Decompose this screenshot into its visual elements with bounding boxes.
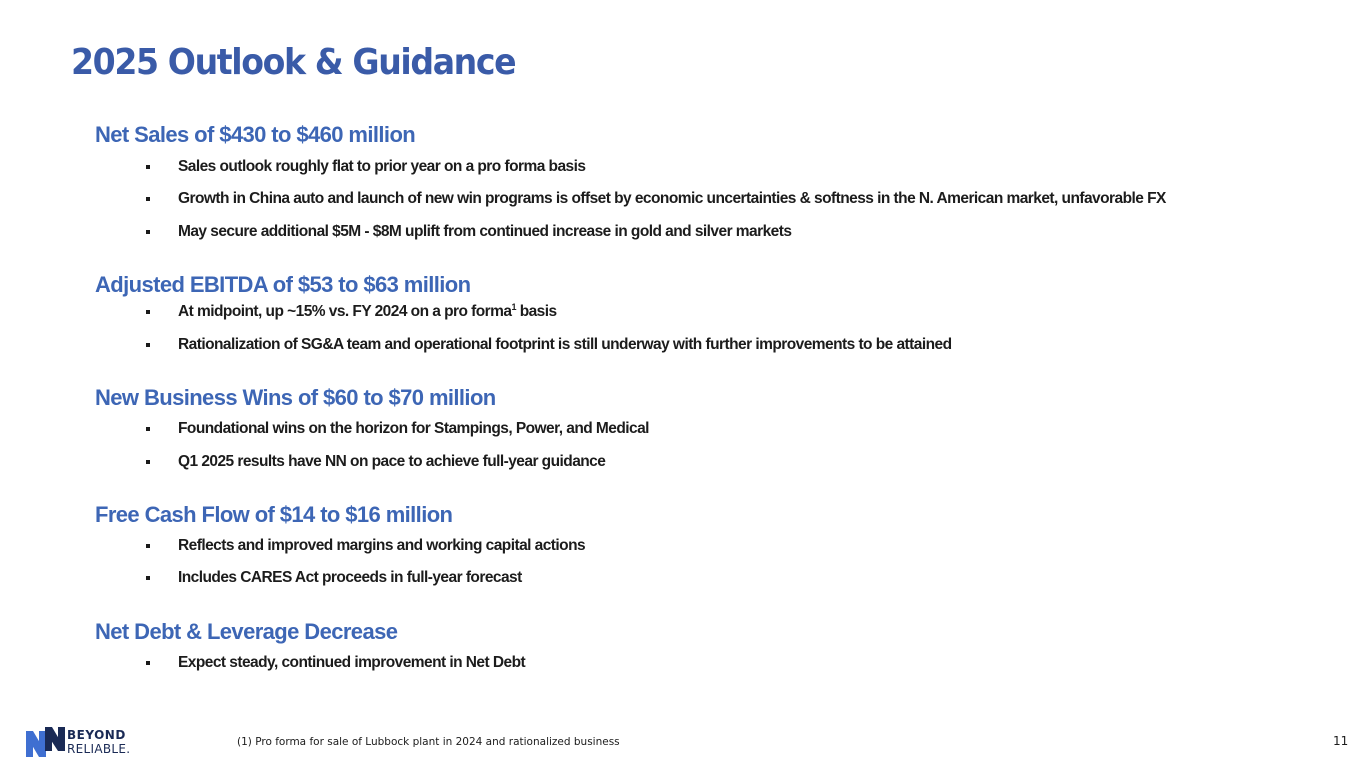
bullet-square-icon [146,230,150,234]
bullet-text: Growth in China auto and launch of new win programs is offset by economic uncertainties & softness in the N. American market, unfavorable FX [178,190,1166,207]
bullet-text: May secure additional $5M - $8M uplift from continued increase in gold and silver markets [178,223,792,240]
bullet-item [146,452,605,472]
section-heading-adjusted-ebitda: Adjusted EBITDA of $53 to $63 million [95,272,471,297]
bullet-item [146,653,525,673]
section-heading-net-sales: Net Sales of $430 to $460 million [95,122,416,147]
bullet-text [178,303,557,321]
footnote-reference: 1 [511,301,516,312]
bullet-text-before: At midpoint, up ~15% vs. FY 2024 on a pro forma [178,303,512,320]
bullet-text: Expect steady, continued improvement in Net Debt [178,654,526,671]
nn-logo-icon [26,727,66,757]
section-heading-new-business-wins: New Business Wins of $60 to $70 million [95,385,496,410]
bullet-square-icon [146,576,150,580]
bullet-item [146,189,1166,209]
bullet-item [146,157,585,177]
section-heading-net-debt: Net Debt & Leverage Decrease [95,619,398,644]
page-number: 11 [1333,734,1349,748]
bullet-item [146,419,649,439]
bullet-item [146,568,522,588]
slide-title: 2025 Outlook & Guidance [71,42,516,83]
bullet-text: Rationalization of SG&A team and operational footprint is still underway with further improvements to be attained [178,336,952,353]
bullet-item [146,222,791,242]
logo-text-beyond: BEYOND [67,728,126,742]
bullet-text: Reflects and improved margins and working capital actions [178,537,586,554]
bullet-text: Includes CARES Act proceeds in full-year forecast [178,569,522,586]
footnote: (1) Pro forma for sale of Lubbock plant in 2024 and rationalized business [237,736,620,748]
bullet-square-icon [146,544,150,548]
bullet-square-icon [146,165,150,169]
bullet-square-icon [146,197,150,201]
logo-text-reliable: RELIABLE. [67,742,131,756]
bullet-square-icon [146,310,150,314]
bullet-text: Foundational wins on the horizon for Stampings, Power, and Medical [178,420,649,437]
bullet-item [146,335,952,355]
company-logo [26,727,166,759]
section-heading-free-cash-flow: Free Cash Flow of $14 to $16 million [95,502,453,527]
bullet-square-icon [146,460,150,464]
bullet-item [146,302,557,322]
bullet-square-icon [146,661,150,665]
bullet-text: Sales outlook roughly flat to prior year on a pro forma basis [178,158,586,175]
bullet-square-icon [146,427,150,431]
bullet-text: Q1 2025 results have NN on pace to achieve full-year guidance [178,453,606,470]
bullet-item [146,536,585,556]
bullet-text-after: basis [515,303,557,320]
bullet-square-icon [146,343,150,347]
